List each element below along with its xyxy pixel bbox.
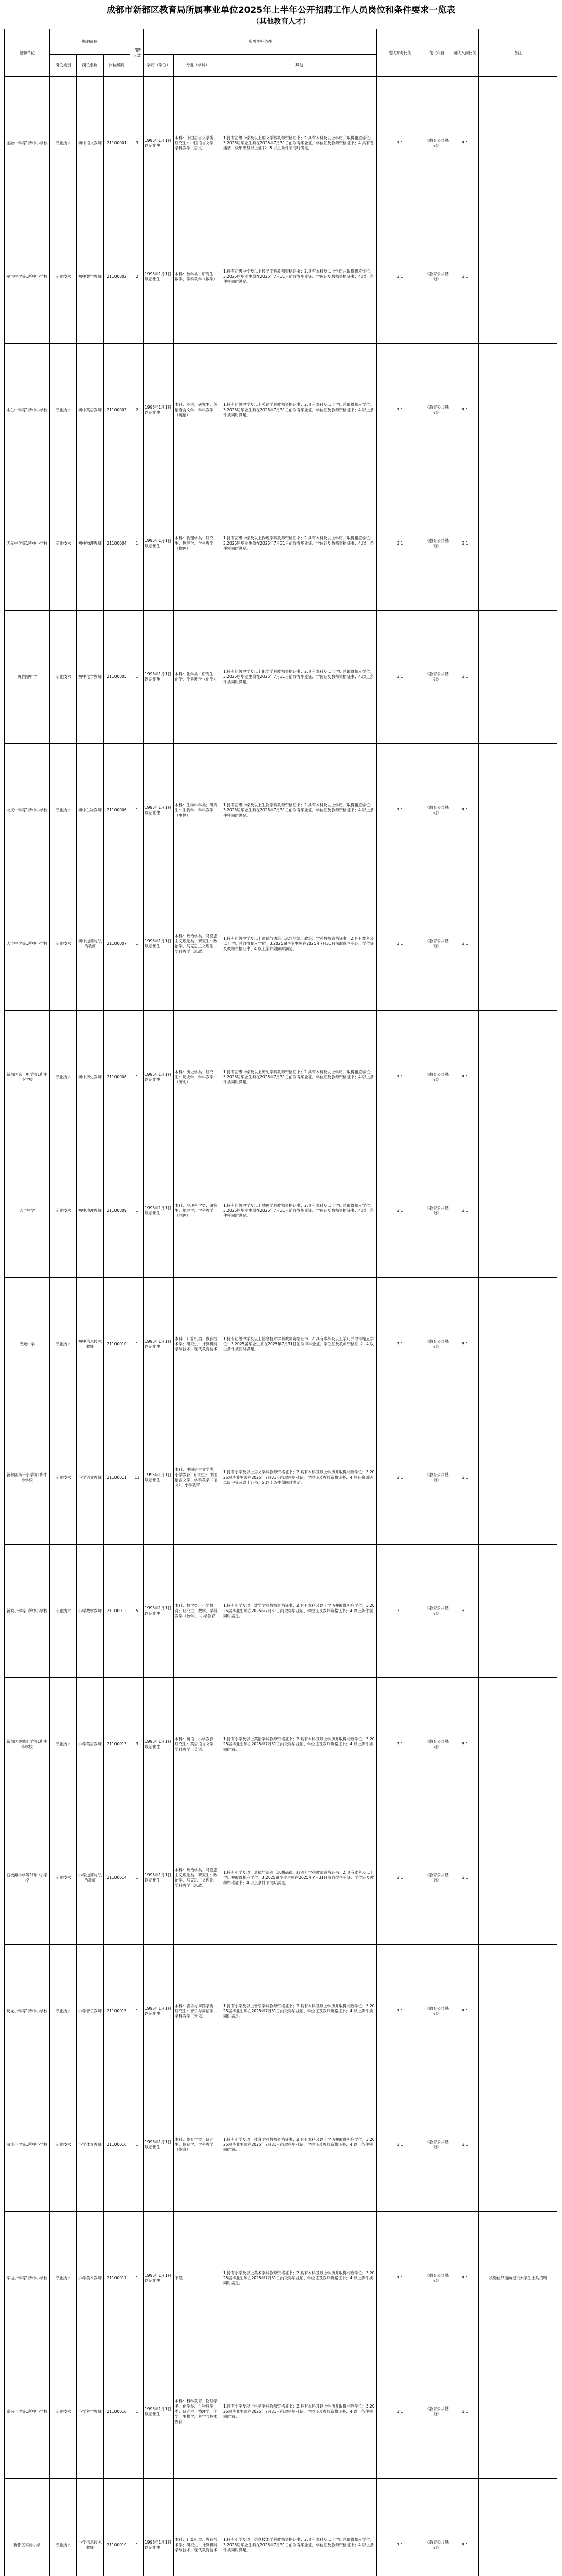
cell-written-test: 《教育公共基础》 [423, 1545, 451, 1678]
cell-interview-ratio: 3:1 [451, 2078, 479, 2212]
cell-education: 1995年1月1日以后出生 [144, 2345, 174, 2479]
cell-education: 1995年1月1日以后出生 [144, 344, 174, 477]
cell-remarks [479, 1811, 557, 1945]
cell-education: 1995年1月1日以后出生 [144, 1678, 174, 1811]
cell-requirements: 1.持有小学及以上道德与法治（思想品德、政治）学科教师资格证书；2.具有本科及以上学历并取得相应学位；3.2025届毕业生须在2025年7月31日前取得毕业证、学位证及教师资格证书；4.以上条件须同时满足。 [222, 1811, 377, 1945]
cell-education: 1995年1月1日以后出生 [144, 1011, 174, 1144]
table-row [5, 477, 557, 611]
cell-unit: 蜀龙小学等1所中小学校 [5, 1945, 50, 2078]
cell-post-code: 21100003 [104, 344, 130, 477]
table-row [5, 2345, 557, 2479]
cell-remarks [479, 744, 557, 877]
cell-requirements: 1.持有初级中学及以上历史学科教师资格证书；2.具有本科及以上学历并取得相应学位；3.2025届毕业生须在2025年7月31日前取得毕业证、学位证及教师资格证书；4.以上条件须同时满足。 [222, 1011, 377, 1144]
cell-unit: 大丰中学 [5, 1144, 50, 1278]
cell-interview-ratio: 3:1 [451, 344, 479, 477]
table-row [5, 611, 557, 744]
cell-post-name: 初中历史教师 [77, 1011, 104, 1144]
cell-major: 本科：音乐与舞蹈学类；研究生：音乐与舞蹈学、学科教学（音乐） [174, 1945, 222, 2078]
cell-requirements: 1.持有初级中学及以上数学学科教师资格证书；2.具有本科及以上学历并取得相应学位；3.2025届毕业生须在2025年7月31日前取得毕业证、学位证及教师资格证书；4.以上条件须同时满足。 [222, 210, 377, 344]
cell-interview-ratio: 3:1 [451, 1678, 479, 1811]
cell-count: 1 [130, 1011, 144, 1144]
cell-requirements: 1.持有小学及以上体育学科教师资格证书；2.具有本科及以上学历并取得相应学位；3.2025届毕业生须在2025年7月31日前取得毕业证、学位证及教师资格证书；4.以上条件须同时满足。 [222, 2078, 377, 2212]
cell-education: 1995年1月1日以后出生 [144, 77, 174, 210]
cell-post-name: 小学音乐教师 [77, 1945, 104, 2078]
cell-major: 本科：计算机类、教育技术学；研究生：计算机科学与技术、现代教育技术 [174, 2479, 222, 2576]
cell-major: 本科：数学类；研究生：数学、学科教学（数学） [174, 210, 222, 344]
cell-interview-ratio: 3:1 [451, 2479, 479, 2576]
cell-post-name: 初中化学教师 [77, 611, 104, 744]
header-count: 招聘人数 [130, 29, 144, 77]
table-row [5, 1011, 557, 1144]
cell-requirements: 1.持有初级中学及以上地理学科教师资格证书；2.具有本科及以上学历并取得相应学位；3.2025届毕业生须在2025年7月31日前取得毕业证、学位证及教师资格证书；4.以上条件须同时满足。 [222, 1144, 377, 1278]
cell-post-code: 21100015 [104, 1945, 130, 2078]
cell-education: 1995年1月1日以后出生 [144, 2479, 174, 2576]
cell-post-code: 21100006 [104, 744, 130, 877]
cell-count: 1 [130, 2212, 144, 2345]
cell-post-name: 初中生物教师 [77, 744, 104, 877]
cell-category: 专业技术 [50, 1811, 77, 1945]
cell-post-name: 初中道德与法治教师 [77, 877, 104, 1011]
cell-exam-ratio: 3:1 [377, 877, 423, 1011]
cell-major: 本科：体育学类；研究生：体育学、学科教学（体育） [174, 2078, 222, 2212]
cell-exam-ratio: 3:1 [377, 1945, 423, 2078]
cell-unit: 新都区香城小学等1所中小学校 [5, 1678, 50, 1811]
cell-exam-ratio: 3:1 [377, 1278, 423, 1411]
cell-interview-ratio: 3:1 [451, 1144, 479, 1278]
cell-category: 专业技术 [50, 611, 77, 744]
cell-remarks [479, 1144, 557, 1278]
cell-count: 1 [130, 1945, 144, 2078]
header-post-name: 岗位名称 [77, 55, 104, 77]
cell-interview-ratio: 3:1 [451, 744, 479, 877]
cell-requirements: 1.持有初级中学及以上物理学科教师资格证书；2.具有本科及以上学历并取得相应学位；3.2025届毕业生须在2025年7月31日前取得毕业证、学位证及教师资格证书；4.以上条件须同时满足。 [222, 477, 377, 611]
cell-education: 1995年1月1日以后出生 [144, 744, 174, 877]
cell-post-name: 初中地理教师 [77, 1144, 104, 1278]
cell-remarks [479, 1011, 557, 1144]
cell-major: 本科：英语；研究生：英语语言文学、学科教学（英语） [174, 344, 222, 477]
cell-major: 本科：物理学类；研究生：物理学、学科教学（物理） [174, 477, 222, 611]
header-remarks: 备注 [479, 29, 557, 77]
cell-remarks: 该岗位只面向退役大学生士兵招聘 [479, 2212, 557, 2345]
document-subtitle: （其他教育人才） [252, 18, 310, 26]
cell-post-code: 21100019 [104, 2479, 130, 2576]
cell-post-name: 初中物理教师 [77, 477, 104, 611]
cell-exam-ratio: 3:1 [377, 1411, 423, 1545]
cell-unit: 泰兴小学等1所中小学校 [5, 2345, 50, 2479]
table-row [5, 1811, 557, 1945]
cell-category: 专业技术 [50, 1411, 77, 1545]
cell-post-name: 初中信息技术教师 [77, 1278, 104, 1411]
table-row [5, 210, 557, 344]
cell-count: 1 [130, 877, 144, 1011]
cell-count: 5 [130, 1545, 144, 1678]
cell-count: 3 [130, 1678, 144, 1811]
cell-post-code: 21100001 [104, 77, 130, 210]
cell-major: 本科：政治学类、马克思主义理论类；研究生：政治学、马克思主义理论、学科教学（思政） [174, 1811, 222, 1945]
cell-category: 专业技术 [50, 1678, 77, 1811]
cell-post-name: 小学体育教师 [77, 2078, 104, 2212]
cell-requirements: 1.持有小学及以上音乐学科教师资格证书；2.具有本科及以上学历并取得相应学位；3.2025届毕业生须在2025年7月31日前取得毕业证、学位证及教师资格证书；4.以上条件须同时满足。 [222, 1945, 377, 2078]
cell-written-test: 《教育公共基础》 [423, 2212, 451, 2345]
cell-post-name: 初中英语教师 [77, 344, 104, 477]
cell-remarks [479, 1545, 557, 1678]
cell-education: 1995年1月1日以后出生 [144, 1278, 174, 1411]
cell-exam-ratio: 3:1 [377, 344, 423, 477]
header-exam-ratio: 笔试开考比例 [377, 29, 423, 77]
cell-count: 1 [130, 2345, 144, 2479]
cell-unit: 斑竹园中学 [5, 611, 50, 744]
cell-requirements: 1.持有小学及以上科学学科教师资格证书；2.具有本科及以上学历并取得相应学位；3.2025届毕业生须在2025年7月31日前取得毕业证、学位证及教师资格证书；4.以上条件须同时满足。 [222, 2345, 377, 2479]
cell-written-test: 《教育公共基础》 [423, 77, 451, 210]
header-post-code: 岗位编码 [104, 55, 130, 77]
cell-post-name: 小学英语教师 [77, 1678, 104, 1811]
cell-interview-ratio: 3:1 [451, 877, 479, 1011]
cell-major: 本科：中国语言文学类、小学教育；研究生：中国语言文学、学科教学（语文）、小学教育 [174, 1411, 222, 1545]
cell-unit: 天元中学等1所中小学校 [5, 477, 50, 611]
cell-interview-ratio: 3:1 [451, 77, 479, 210]
cell-category: 专业技术 [50, 2212, 77, 2345]
table-row [5, 77, 557, 210]
cell-written-test: 《教育公共基础》 [423, 1011, 451, 1144]
cell-count: 1 [130, 2479, 144, 2576]
cell-category: 专业技术 [50, 2479, 77, 2576]
cell-unit: 新繁小学等1所中小学校 [5, 1545, 50, 1678]
cell-exam-ratio: 3:1 [377, 2479, 423, 2576]
cell-requirements: 1.持有初级中学及以上信息技术学科教师资格证书；2.具有本科及以上学历并取得相应学位；3.2025届毕业生须在2025年7月31日前取得毕业证、学位证及教师资格证书；4.以上条件须同时满足。 [222, 1278, 377, 1411]
cell-written-test: 《教育公共基础》 [423, 1278, 451, 1411]
cell-remarks [479, 210, 557, 344]
cell-category: 专业技术 [50, 1278, 77, 1411]
cell-exam-ratio: 3:1 [377, 77, 423, 210]
cell-remarks [479, 1678, 557, 1811]
cell-requirements: 1.持有小学及以上美术学科教师资格证书；2.具有本科及以上学历并取得相应学位；3.2025届毕业生须在2025年7月31日前取得毕业证、学位证及教师资格证书；4.以上条件须同时满足。 [222, 2212, 377, 2345]
cell-major: 本科：生物科学类；研究生：生物学、学科教学（生物） [174, 744, 222, 877]
cell-unit: 军屯小学等1所中小学校 [5, 2212, 50, 2345]
cell-education: 1995年1月1日以后出生 [144, 2078, 174, 2212]
cell-education: 1995年1月1日以后出生 [144, 2212, 174, 2345]
cell-category: 专业技术 [50, 477, 77, 611]
cell-count: 1 [130, 2078, 144, 2212]
cell-exam-ratio: 3:1 [377, 1011, 423, 1144]
cell-unit: 天元中学 [5, 1278, 50, 1411]
cell-major: 本科：中国语言文学类；研究生：中国语言文学、学科教学（语文） [174, 77, 222, 210]
cell-written-test: 《教育公共基础》 [423, 1811, 451, 1945]
table-row [5, 1545, 557, 1678]
cell-interview-ratio: 3:1 [451, 1545, 479, 1678]
cell-education: 1995年1月1日以后出生 [144, 477, 174, 611]
cell-post-code: 21100010 [104, 1278, 130, 1411]
cell-education: 1995年1月1日以后出生 [144, 877, 174, 1011]
cell-unit: 军屯中学等1所中小学校 [5, 210, 50, 344]
cell-post-code: 21100005 [104, 611, 130, 744]
cell-category: 专业技术 [50, 2345, 77, 2479]
cell-exam-ratio: 3:1 [377, 2345, 423, 2479]
cell-post-name: 小学数学教师 [77, 1545, 104, 1678]
table-body [5, 77, 557, 2576]
cell-category: 专业技术 [50, 877, 77, 1011]
cell-remarks [479, 2479, 557, 2576]
table-row [5, 1411, 557, 1545]
cell-remarks [479, 1278, 557, 1411]
cell-post-code: 21100008 [104, 1011, 130, 1144]
cell-education: 1995年1月1日以后出生 [144, 210, 174, 344]
cell-education: 1995年1月1日以后出生 [144, 1144, 174, 1278]
cell-category: 专业技术 [50, 1144, 77, 1278]
cell-post-code: 21100014 [104, 1811, 130, 1945]
cell-count: 3 [130, 77, 144, 210]
cell-education: 1995年1月1日以后出生 [144, 611, 174, 744]
cell-unit: 大丰中学等1所中小学校 [5, 877, 50, 1011]
document-title: 成都市新都区教育局所属事业单位2025年上半年公开招聘工作人员岗位和条件要求一览表 [106, 5, 456, 15]
cell-requirements: 1.持有初级中学及以上道德与法治（思想品德、政治）学科教师资格证书；2.具有本科及以上学历并取得相应学位；3.2025届毕业生须在2025年7月31日前取得毕业证、学位证及教师资格证书；4.以上条件须同时满足。 [222, 877, 377, 1011]
cell-count: 1 [130, 744, 144, 877]
cell-exam-ratio: 3:1 [377, 611, 423, 744]
table-row [5, 1278, 557, 1411]
cell-unit: 清流小学等1所中小学校 [5, 2078, 50, 2212]
cell-exam-ratio: 3:1 [377, 2212, 423, 2345]
cell-exam-ratio: 3:1 [377, 477, 423, 611]
header-post-category: 岗位类别 [50, 55, 77, 77]
cell-exam-ratio: 3:1 [377, 1678, 423, 1811]
cell-post-code: 21100012 [104, 1545, 130, 1678]
cell-exam-ratio: 3:1 [377, 1144, 423, 1278]
cell-written-test: 《教育公共基础》 [423, 2345, 451, 2479]
cell-interview-ratio: 3:1 [451, 1278, 479, 1411]
table-row [5, 744, 557, 877]
cell-post-name: 小学信息技术教师 [77, 2479, 104, 2576]
cell-major: 不限 [174, 2212, 222, 2345]
cell-written-test: 《教育公共基础》 [423, 877, 451, 1011]
cell-remarks [479, 1411, 557, 1545]
cell-written-test: 《教育公共基础》 [423, 2479, 451, 2576]
cell-written-test: 《教育公共基础》 [423, 1411, 451, 1545]
cell-post-code: 21100004 [104, 477, 130, 611]
cell-requirements: 1.持有初级中学及以上生物学科教师资格证书；2.具有本科及以上学历并取得相应学位；3.2025届毕业生须在2025年7月31日前取得毕业证、学位证及教师资格证书；4.以上条件须同时满足。 [222, 744, 377, 877]
cell-post-code: 21100007 [104, 877, 130, 1011]
cell-post-code: 21100018 [104, 2345, 130, 2479]
title-block [0, 4, 562, 27]
table-row [5, 1144, 557, 1278]
cell-exam-ratio: 3:1 [377, 210, 423, 344]
cell-category: 专业技术 [50, 210, 77, 344]
cell-major: 本科：历史学类；研究生：历史学、学科教学（历史） [174, 1011, 222, 1144]
cell-major: 本科：科学教育、物理学类、化学类、生物科学类；研究生：物理学、化学、生物学、科学与技术教育 [174, 2345, 222, 2479]
cell-unit: 石板滩小学等1所中小学校 [5, 1811, 50, 1945]
cell-major: 本科：地理科学类；研究生：地理学、学科教学（地理） [174, 1144, 222, 1278]
header-major: 专业（学科） [174, 55, 222, 77]
cell-remarks [479, 477, 557, 611]
cell-education: 1995年1月1日以后出生 [144, 1411, 174, 1545]
table-row [5, 877, 557, 1011]
cell-major: 本科：英语、小学教育；研究生：英语语言文学、学科教学（英语） [174, 1678, 222, 1811]
cell-interview-ratio: 3:1 [451, 2212, 479, 2345]
header-education: 学历（学位） [144, 55, 174, 77]
cell-exam-ratio: 3:1 [377, 744, 423, 877]
cell-post-code: 21100002 [104, 210, 130, 344]
cell-unit: 新都区实验小学 [5, 2479, 50, 2576]
cell-interview-ratio: 3:1 [451, 1811, 479, 1945]
cell-major: 本科：政治学类、马克思主义理论类；研究生：政治学、马克思主义理论、学科教学（思政） [174, 877, 222, 1011]
cell-category: 专业技术 [50, 77, 77, 210]
cell-unit: 木兰中学等1所中小学校 [5, 344, 50, 477]
recruitment-table [4, 29, 557, 2576]
table-row [5, 1678, 557, 1811]
cell-written-test: 《教育公共基础》 [423, 344, 451, 477]
cell-remarks [479, 2078, 557, 2212]
table-row [5, 344, 557, 477]
cell-count: 2 [130, 344, 144, 477]
cell-remarks [479, 611, 557, 744]
cell-requirements: 1.持有小学及以上英语学科教师资格证书；2.具有本科及以上学历并取得相应学位；3.2025届毕业生须在2025年7月31日前取得毕业证、学位证及教师资格证书；4.以上条件须同时满足。 [222, 1678, 377, 1811]
cell-education: 1995年1月1日以后出生 [144, 1545, 174, 1678]
cell-written-test: 《教育公共基础》 [423, 477, 451, 611]
cell-count: 1 [130, 1144, 144, 1278]
table-header-row [5, 29, 557, 55]
cell-remarks [479, 1945, 557, 2078]
cell-requirements: 1.持有初级中学及以上化学学科教师资格证书；2.具有本科及以上学历并取得相应学位；3.2025届毕业生须在2025年7月31日前取得毕业证、学位证及教师资格证书；4.以上条件须同时满足。 [222, 611, 377, 744]
cell-post-name: 初中数学教师 [77, 210, 104, 344]
cell-interview-ratio: 3:1 [451, 210, 479, 344]
cell-count: 2 [130, 210, 144, 344]
cell-category: 专业技术 [50, 1545, 77, 1678]
cell-written-test: 《教育公共基础》 [423, 611, 451, 744]
cell-category: 专业技术 [50, 1945, 77, 2078]
cell-post-name: 小学美术教师 [77, 2212, 104, 2345]
cell-education: 1995年1月1日以后出生 [144, 1945, 174, 2078]
cell-unit: 龙虎中学等1所中小学校 [5, 744, 50, 877]
cell-interview-ratio: 3:1 [451, 1411, 479, 1545]
cell-count: 1 [130, 611, 144, 744]
cell-major: 本科：数学类、小学教育；研究生：数学、学科教学（数学）、小学教育 [174, 1545, 222, 1678]
cell-interview-ratio: 3:1 [451, 1011, 479, 1144]
cell-count: 1 [130, 1811, 144, 1945]
cell-written-test: 《教育公共基础》 [423, 2078, 451, 2212]
cell-interview-ratio: 3:1 [451, 477, 479, 611]
cell-remarks [479, 877, 557, 1011]
cell-post-code: 21100013 [104, 1678, 130, 1811]
cell-requirements: 1.持有初级中学及以上语文学科教师资格证书；2.具有本科及以上学历并取得相应学位；3.2025届毕业生须在2025年7月31日前取得毕业证、学位证及教师资格证书；4.具有普通话二级甲等及以上证书；5.以上条件须同时满足。 [222, 77, 377, 210]
cell-requirements: 1.持有小学及以上语文学科教师资格证书；2.具有本科及以上学历并取得相应学位；3.2025届毕业生须在2025年7月31日前取得毕业证、学位证及教师资格证书；4.具有普通话二级甲等及以上证书；5.以上条件须同时满足。 [222, 1411, 377, 1545]
cell-unit: 金融中学等1所中小学校 [5, 77, 50, 210]
cell-post-code: 21100011 [104, 1411, 130, 1545]
cell-count: 1 [130, 477, 144, 611]
cell-post-code: 21100009 [104, 1144, 130, 1278]
cell-requirements: 1.持有小学及以上数学学科教师资格证书；2.具有本科及以上学历并取得相应学位；3.2025届毕业生须在2025年7月31日前取得毕业证、学位证及教师资格证书；4.以上条件须同时满足。 [222, 1545, 377, 1678]
cell-education: 1995年1月1日以后出生 [144, 1811, 174, 1945]
cell-unit: 新都区第一小学等1所中小学校 [5, 1411, 50, 1545]
cell-exam-ratio: 3:1 [377, 2078, 423, 2212]
cell-remarks [479, 344, 557, 477]
cell-category: 专业技术 [50, 1011, 77, 1144]
cell-interview-ratio: 3:1 [451, 611, 479, 744]
cell-written-test: 《教育公共基础》 [423, 744, 451, 877]
cell-count: 1 [130, 1278, 144, 1411]
cell-remarks [479, 77, 557, 210]
cell-requirements: 1.持有小学及以上信息技术学科教师资格证书；2.具有本科及以上学历并取得相应学位；3.2025届毕业生须在2025年7月31日前取得毕业证、学位证及教师资格证书；4.以上条件须同时满足。 [222, 2479, 377, 2576]
cell-category: 专业技术 [50, 744, 77, 877]
cell-post-name: 初中语文教师 [77, 77, 104, 210]
cell-written-test: 《教育公共基础》 [423, 1144, 451, 1278]
cell-category: 专业技术 [50, 344, 77, 477]
cell-post-name: 小学语文教师 [77, 1411, 104, 1545]
cell-written-test: 《教育公共基础》 [423, 1678, 451, 1811]
cell-written-test: 《教育公共基础》 [423, 1945, 451, 2078]
header-interview-ratio: 面试入闱比例 [451, 29, 479, 77]
header-requirements-group: 所需资格条件 [144, 29, 377, 55]
cell-interview-ratio: 3:1 [451, 2345, 479, 2479]
cell-post-code: 21100017 [104, 2212, 130, 2345]
cell-remarks [479, 2345, 557, 2479]
cell-major: 本科：计算机类、教育技术学；研究生：计算机科学与技术、现代教育技术 [174, 1278, 222, 1411]
cell-interview-ratio: 3:1 [451, 1945, 479, 2078]
cell-post-name: 小学道德与法治教师 [77, 1811, 104, 1945]
cell-written-test: 《教育公共基础》 [423, 210, 451, 344]
table-row [5, 2078, 557, 2212]
header-written-test: 笔试科目 [423, 29, 451, 77]
cell-major: 本科：化学类；研究生：化学、学科教学（化学） [174, 611, 222, 744]
cell-exam-ratio: 3:1 [377, 1811, 423, 1945]
cell-post-code: 21100016 [104, 2078, 130, 2212]
cell-unit: 新都区第一中学等1所中小学校 [5, 1011, 50, 1144]
cell-requirements: 1.持有初级中学及以上英语学科教师资格证书；2.具有本科及以上学历并取得相应学位；3.2025届毕业生须在2025年7月31日前取得毕业证、学位证及教师资格证书；4.以上条件须同时满足。 [222, 344, 377, 477]
header-other: 其他 [222, 55, 377, 77]
header-unit: 招聘单位 [5, 29, 50, 77]
cell-exam-ratio: 3:1 [377, 1545, 423, 1678]
table-row [5, 2479, 557, 2576]
table-row [5, 1945, 557, 2078]
cell-count: 11 [130, 1411, 144, 1545]
cell-category: 专业技术 [50, 2078, 77, 2212]
table-row [5, 2212, 557, 2345]
header-post-group: 招聘岗位 [50, 29, 130, 55]
cell-post-name: 小学科学教师 [77, 2345, 104, 2479]
